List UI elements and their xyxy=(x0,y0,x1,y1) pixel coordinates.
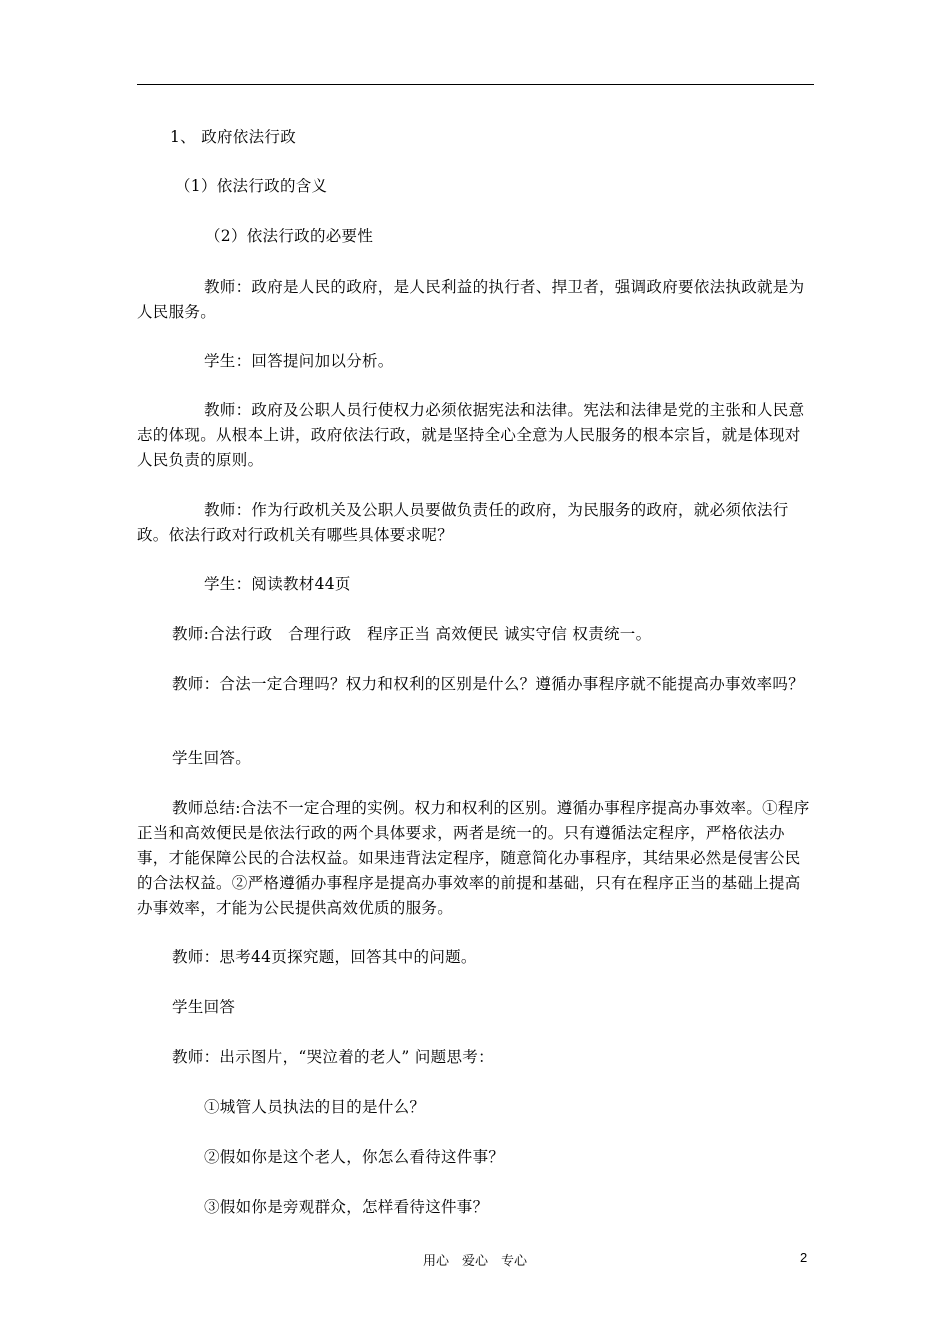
paragraph: 教师：作为行政机关及公职人员要做负责任的政府，为民服务的政府，就必须依法行政。依法行政对行政机关有哪些具体要求呢？ xyxy=(137,501,789,544)
subsection-heading: （2）依法行政的必要性 xyxy=(205,227,374,245)
list-item: ①城管人员执法的目的是什么？ xyxy=(204,1098,426,1116)
paragraph: 学生：阅读教材44页 xyxy=(204,575,351,593)
subsection-heading: （1）依法行政的含义 xyxy=(175,177,328,195)
paragraph: 教师：政府是人民的政府，是人民利益的执行者、捍卫者，强调政府要依法执政就是为人民服务。 xyxy=(137,278,805,321)
footer-motto: 用心 爱心 专心 xyxy=(422,1254,527,1269)
page-number: 2 xyxy=(800,1250,808,1265)
paragraph: 教师:合法行政 合理行政 程序正当 高效便民 诚实守信 权责统一。 xyxy=(172,625,652,643)
paragraph: 教师：出示图片，“哭泣着的老人” 问题思考： xyxy=(172,1048,494,1066)
paragraph: 教师：思考44页探究题，回答其中的问题。 xyxy=(172,948,477,966)
list-item: ③假如你是旁观群众，怎样看待这件事？ xyxy=(204,1198,489,1216)
paragraph: 学生回答 xyxy=(172,998,236,1016)
paragraph: 学生回答。 xyxy=(172,749,252,767)
paragraph: 教师：合法一定合理吗？权力和权利的区别是什么？遵循办事程序就不能提高办事效率吗？ xyxy=(172,675,805,693)
paragraph: 教师：政府及公职人员行使权力必须依据宪法和法律。宪法和法律是党的主张和人民意志的体现。从根本上讲，政府依法行政，就是坚持全心全意为人民服务的根本宗旨，就是体现对人民负责的原则。 xyxy=(137,401,805,469)
section-heading: 1、 政府依法行政 xyxy=(170,128,296,146)
list-item: ②假如你是这个老人，你怎么看待这件事？ xyxy=(204,1148,505,1166)
header-rule xyxy=(137,84,814,85)
paragraph: 学生：回答提问加以分析。 xyxy=(204,352,394,370)
paragraph: 教师总结:合法不一定合理的实例。权力和权利的区别。遵循办事程序提高办事效率。①程序正当和高效便民是依法行政的两个具体要求，两者是统一的。只有遵循法定程序，严格依法办事，才能保障公民的合法权益。如果违背法定程序，随意简化办事程序，其结果必然是侵害公民的合法权益。②严格遵循办事程序是提高办事效率的前提和基础，只有在程序正当的基础上提高办事效率，才能为公民提供高效优质的服务。 xyxy=(137,799,810,917)
